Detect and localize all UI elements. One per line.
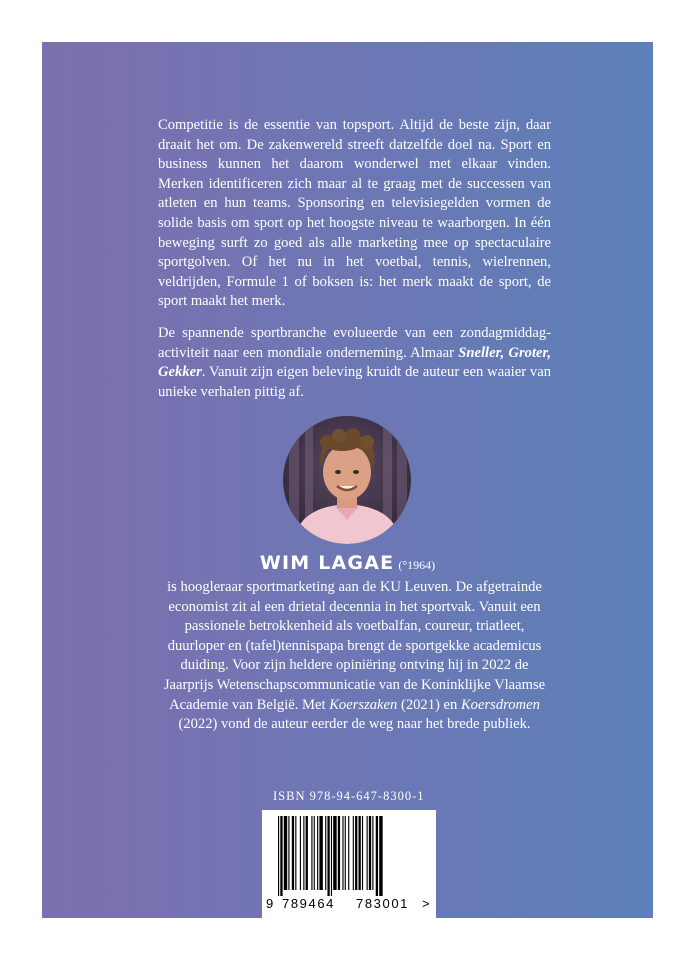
barcode-bar (288, 816, 289, 890)
barcode-bar (300, 816, 301, 890)
bio-part-2: (2021) en (397, 696, 461, 713)
barcode-bar (342, 816, 343, 890)
back-cover (42, 42, 653, 918)
bio-book-1: Koerszaken (329, 696, 398, 713)
author-portrait (283, 416, 411, 544)
author-name: WIM LAGAE (259, 552, 395, 574)
barcode-bar (345, 816, 346, 890)
barcode-bar (325, 816, 326, 890)
barcode-bar (348, 816, 349, 890)
barcode-bar (379, 816, 382, 896)
barcode-bar (372, 816, 373, 890)
author-birth-year: (°1964) (398, 558, 436, 572)
barcode-bar (359, 816, 361, 890)
barcode-bar (362, 816, 363, 890)
barcode-bar (278, 816, 279, 896)
barcode-bar (319, 816, 322, 890)
barcode-bar (327, 816, 329, 896)
blurb-paragraph-2-suffix: . Vanuit zijn eigen beleving kruidt de auteur een waaier van unieke verhalen pittig af. (158, 364, 551, 400)
barcode-lead-digit: 9 (266, 896, 274, 911)
barcode-bar (333, 816, 336, 890)
barcode-bar (367, 816, 368, 890)
barcode-bar (311, 816, 312, 890)
barcode-bar (338, 816, 340, 890)
barcode-bar (331, 816, 332, 896)
blurb-paragraph-1: Competitie is de essentie van topsport. Altijd de beste zijn, daar draait het om. De zakenwereld streeft datzelfde doel na. Sport en business kunnen het daarom wonderwel met elkaar vinden. Merken identificeren zich maar al te graag met de successen van atleten en hun teams. Sponsoring en televisiegelden vormen de solide basis om sport op het hoogste niveau te waarborgen. In één beweging surft zo goed als alle marketing mee op spectaculaire sportgolven. Of het nu in het voetbal, tennis, wielrennen, veldrijden, Formule 1 of boksen is: het merk maakt de sport, de sport maakt het merk. (158, 117, 551, 310)
barcode-group-1: 789464 (282, 896, 335, 911)
barcode-group-2: 783001 (356, 896, 409, 911)
barcode-bar (376, 816, 378, 896)
barcode-bar (317, 816, 318, 890)
barcode-bars (262, 810, 436, 896)
barcode-bar (280, 816, 282, 896)
barcode-bar (353, 816, 354, 890)
barcode-bar (295, 816, 296, 890)
barcode-bar (284, 816, 287, 890)
barcode-bar (292, 816, 294, 890)
barcode-bar (314, 816, 315, 890)
blurb (158, 116, 551, 414)
author-heading (42, 552, 653, 574)
barcode-bar (306, 816, 308, 890)
bio-part-1: is hoogleraar sportmarketing aan de KU Leuven. De afgetrainde economist zit al een drietal decennia in het sportvak. Vanuit een passionele betrokkenheid als voetbalfan, coureur, triatleet, duurloper en (tafel)tennispapa brengt de sportgekke academicus duiding. Voor zijn heldere opiniëring ontving hij in 2022 de Jaarprijs Wetenschapscommunicatie van de Koninklijke Vlaamse Academie van België. Met (163, 579, 546, 713)
barcode-tail: > (422, 896, 430, 911)
blurb-paragraph-2-prefix: De spannende sportbranche evolueerde van een zondagmiddagactiviteit naar een mondiale onderneming. Almaar (158, 324, 551, 361)
book-title: Sneller, Groter, Gekker (158, 344, 551, 381)
bio-part-3: (2022) vond de auteur eerder de weg naar het brede publiek. (178, 716, 531, 733)
bio-book-2: Koersdromen (460, 696, 540, 713)
barcode-bar (303, 816, 304, 890)
isbn-label: ISBN 978-94-647-8300-1 (273, 789, 425, 803)
barcode-bar (369, 816, 371, 890)
author-bio (158, 578, 551, 735)
barcode-bar (355, 816, 357, 890)
blurb-paragraph-2 (158, 324, 551, 402)
barcode (262, 810, 436, 918)
